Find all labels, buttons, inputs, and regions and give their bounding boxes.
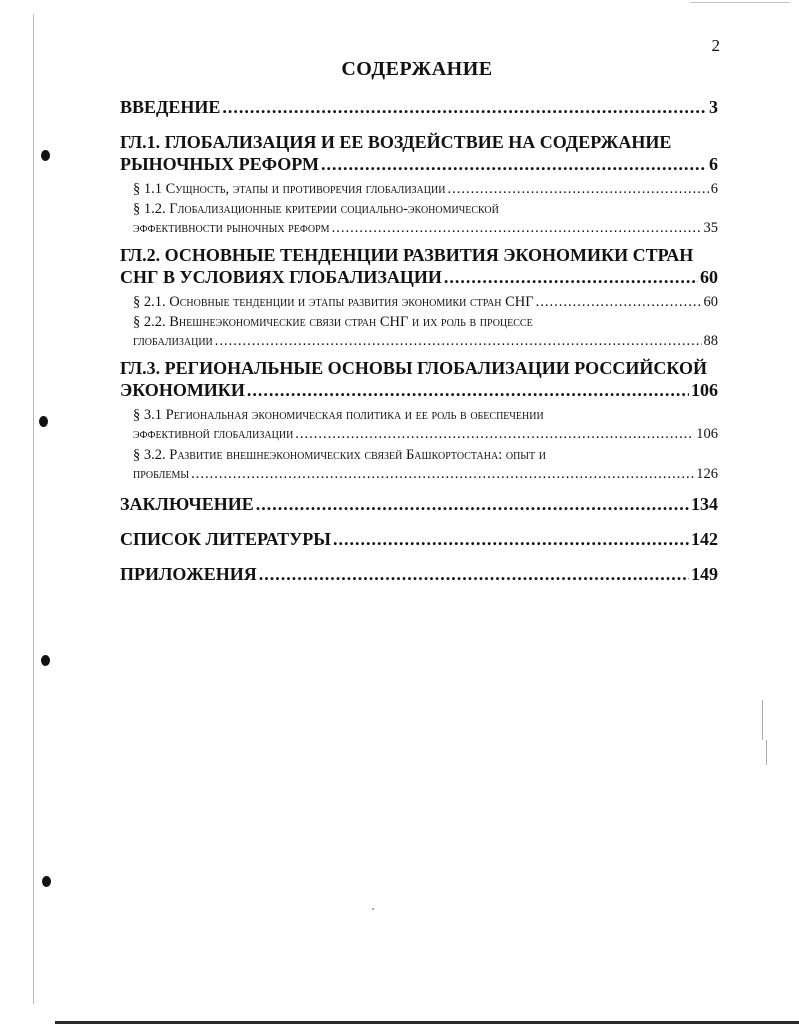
toc-entry-label-cont: РЫНОЧНЫХ РЕФОРМ (120, 154, 319, 174)
toc-entry-label: ВВЕДЕНИЕ (120, 97, 221, 117)
toc-entry-label: § 3.2. Развитие внешнеэкономических связей Башкортостана: опыт и (133, 447, 546, 463)
toc-page-number: 35 (703, 220, 718, 236)
toc-entry-section-2-2[interactable] (133, 313, 718, 351)
dot-leader (222, 96, 707, 118)
toc-page-number: 106 (696, 426, 718, 442)
toc-entry-label-cont: СНГ В УСЛОВИЯХ ГЛОБАЛИЗАЦИИ (120, 267, 442, 287)
dot-leader (321, 153, 707, 175)
toc-page-number: 60 (703, 294, 718, 310)
toc-entry-label: ПРИЛОЖЕНИЯ (120, 564, 257, 584)
toc-page-number: 106 (691, 380, 718, 400)
toc-entry-appendix[interactable] (120, 563, 718, 585)
toc-entry-label: § 1.1 Сущность, этапы и противоречия глобализации (133, 181, 446, 197)
dot-leader (191, 465, 694, 484)
toc-entry-chapter-2[interactable] (120, 244, 718, 288)
dot-leader (259, 563, 689, 585)
toc-entry-label-cont: эффективности рыночных реформ (133, 220, 330, 236)
punch-hole-mark (39, 416, 48, 427)
toc-page-number: 88 (703, 333, 718, 349)
toc-page-number: 126 (696, 466, 718, 482)
toc-entry-section-3-1[interactable] (133, 406, 718, 444)
toc-entry-label-cont: эффективной глобализации (133, 426, 294, 442)
punch-hole-mark (41, 150, 50, 161)
dot-leader (295, 425, 694, 444)
scan-speck (372, 908, 374, 910)
punch-hole-mark (41, 655, 50, 666)
toc-page-number: 134 (691, 494, 718, 514)
dot-leader (444, 266, 698, 288)
toc-entry-label: § 2.1. Основные тенденции и этапы развития экономики стран СНГ (133, 294, 534, 310)
dot-leader (215, 332, 702, 351)
punch-hole-mark (42, 876, 51, 887)
toc-entry-label: ГЛ.1. ГЛОБАЛИЗАЦИЯ И ЕЕ ВОЗДЕЙСТВИЕ НА СОДЕРЖАНИЕ (120, 132, 672, 152)
toc-page-number: 6 (710, 181, 718, 197)
dot-leader (247, 379, 689, 401)
dot-leader (447, 180, 708, 199)
toc-entry-section-1-2[interactable] (133, 200, 718, 238)
toc-entry-label-cont: проблемы (133, 466, 190, 482)
toc-page-number: 3 (709, 97, 718, 117)
toc-entry-label: § 2.2. Внешнеэкономические связи стран СНГ и их роль в процессе (133, 314, 533, 330)
toc-entry-literature[interactable] (120, 528, 718, 550)
scan-mark-right-lower (766, 740, 767, 765)
toc-entry-intro[interactable] (120, 96, 718, 118)
toc-entry-label-cont: глобализации (133, 333, 213, 349)
scan-edge-top (690, 2, 790, 3)
dot-leader (333, 528, 689, 550)
scan-edge-bottom (55, 1021, 799, 1024)
toc-entry-label: ЗАКЛЮЧЕНИЕ (120, 494, 254, 514)
scan-edge-left (33, 14, 34, 1004)
toc-entry-chapter-3[interactable] (120, 357, 718, 401)
toc-entry-section-3-2[interactable] (133, 446, 718, 484)
toc-entry-section-2-1[interactable] (133, 293, 718, 312)
page-number: 2 (711, 36, 720, 55)
toc-title: СОДЕРЖАНИЕ (341, 58, 493, 80)
toc-page-number: 149 (691, 564, 718, 584)
toc-page-number: 6 (709, 154, 718, 174)
scan-mark-right (762, 700, 763, 740)
toc-entry-conclusion[interactable] (120, 493, 718, 515)
toc-entry-label-cont: ЭКОНОМИКИ (120, 380, 245, 400)
toc-page-number: 60 (700, 267, 718, 287)
toc-entry-label: ГЛ.3. РЕГИОНАЛЬНЫЕ ОСНОВЫ ГЛОБАЛИЗАЦИИ РОССИЙСКОЙ (120, 358, 707, 378)
toc-entry-label: § 3.1 Региональная экономическая политика и ее роль в обеспечении (133, 407, 544, 423)
toc-entry-chapter-1[interactable] (120, 131, 718, 175)
toc-entry-section-1-1[interactable] (133, 180, 718, 199)
dot-leader (536, 293, 702, 312)
toc-entry-label: § 1.2. Глобализационные критерии социально-экономической (133, 201, 499, 217)
dot-leader (332, 219, 702, 238)
dot-leader (256, 493, 689, 515)
toc-page-number: 142 (691, 529, 718, 549)
toc-entry-label: ГЛ.2. ОСНОВНЫЕ ТЕНДЕНЦИИ РАЗВИТИЯ ЭКОНОМИКИ СТРАН (120, 245, 694, 265)
toc-entry-label: СПИСОК ЛИТЕРАТУРЫ (120, 529, 331, 549)
